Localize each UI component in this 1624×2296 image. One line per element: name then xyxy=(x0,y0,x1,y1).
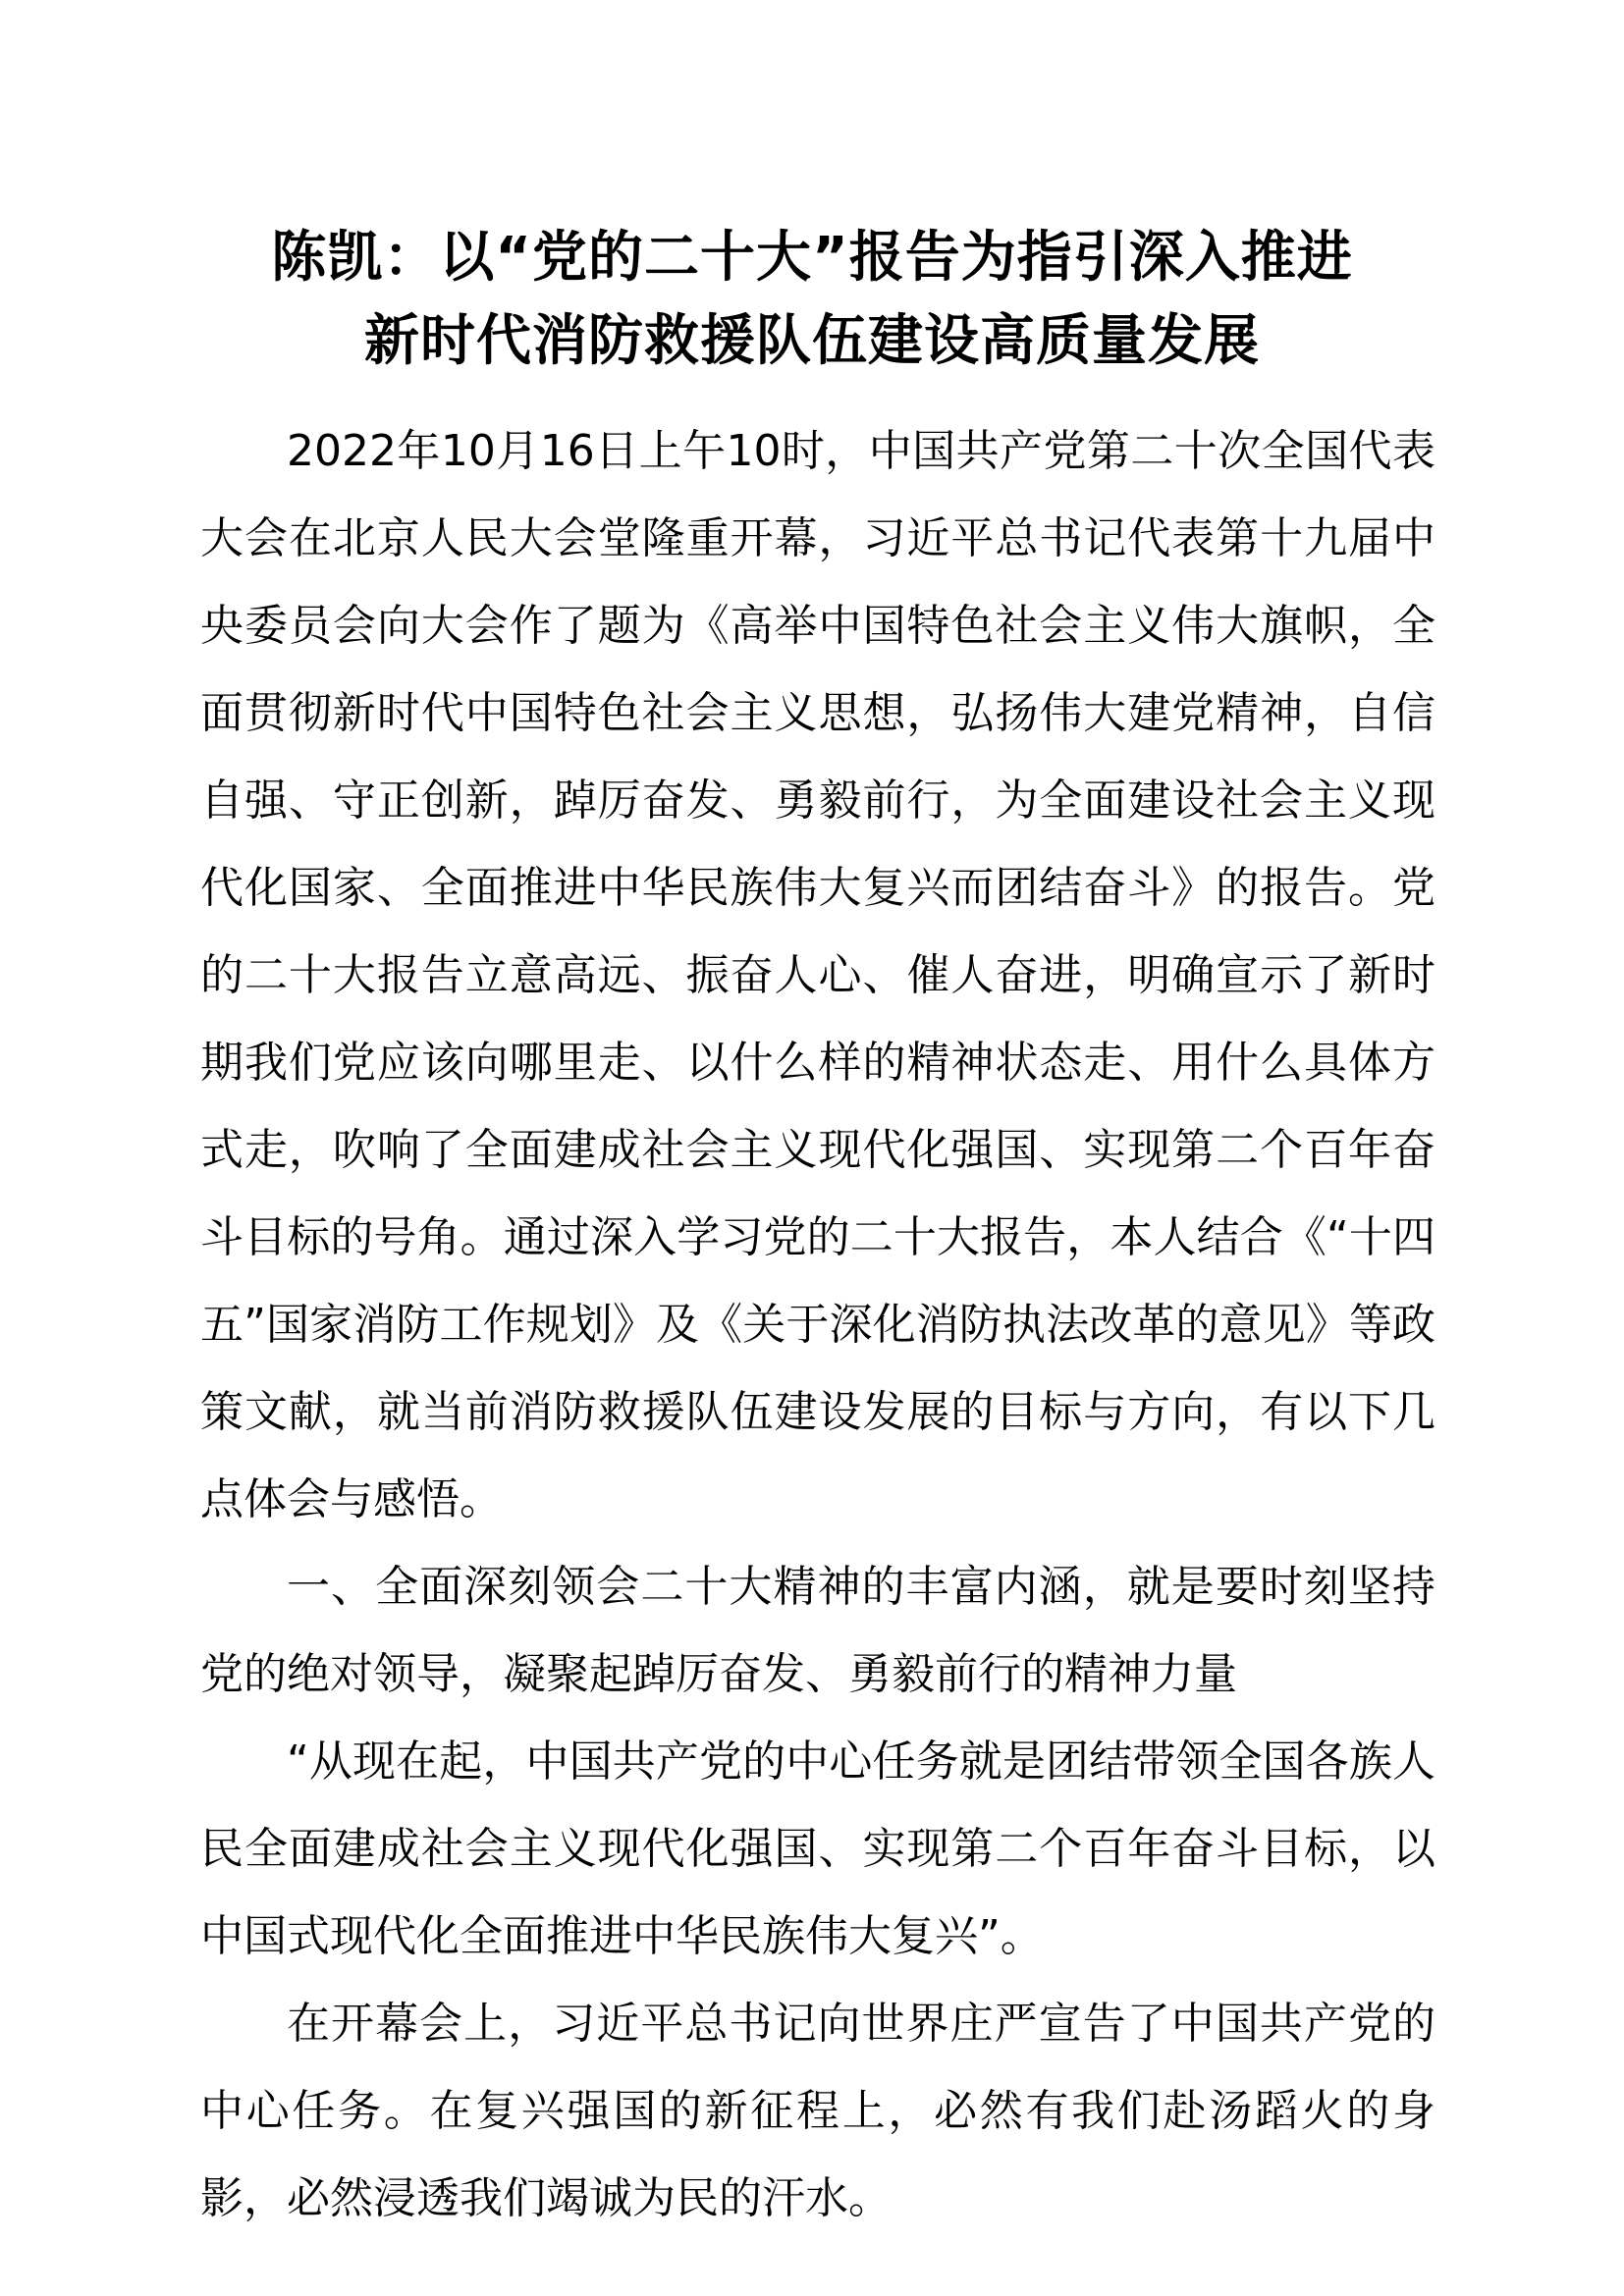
document-body xyxy=(200,407,1435,2242)
paragraph-conclusion: 在开幕会上，习近平总书记向世界庄严宣告了中国共产党的中心任务。在复兴强国的新征程上，必然有我们赴汤蹈火的身影，必然浸透我们竭诚为民的汗水。 xyxy=(200,1999,1435,2223)
document-title-line-2: 新时代消防救援队伍建设高质量发展 xyxy=(364,309,1260,373)
document-title-line-1: 陈凯：以“党的二十大”报告为指引深入推进 xyxy=(271,226,1353,290)
paragraph-intro: 2022年10月16日上午10时，中国共产党第二十次全国代表大会在北京人民大会堂隆重开幕，习近平总书记代表第十九届中央委员会向大会作了题为《高举中国特色社会主义伟大旗帜，全面贯彻新时代中国特色社会主义思想，弘扬伟大建党精神，自信自强、守正创新，踔厉奋发、勇毅前行，为全面建设社会主义现代化国家、全面推进中华民族伟大复兴而团结奋斗》的报告。党的二十大报告立意高远、振奋人心、催人奋进，明确宣示了新时期我们党应该向哪里走、以什么样的精神状态走、用什么具体方式走，吹响了全面建成社会主义现代化强国、实现第二个百年奋斗目标的号角。通过深入学习党的二十大报告，本人结合《“十四五”国家消防工作规划》及《关于深化消防执法改革的意见》等政策文献，就当前消防救援队伍建设发展的目标与方向，有以下几点体会与感悟。 xyxy=(200,426,1435,1524)
paragraph-section-heading-1: 一、全面深刻领会二十大精神的丰富内涵，就是要时刻坚持党的绝对领导，凝聚起踔厉奋发、勇毅前行的精神力量 xyxy=(200,1562,1435,1699)
paragraph-quote: “从现在起，中国共产党的中心任务就是团结带领全国各族人民全面建成社会主义现代化强国、实现第二个百年奋斗目标，以中国式现代化全面推进中华民族伟大复兴”。 xyxy=(200,1736,1435,1961)
